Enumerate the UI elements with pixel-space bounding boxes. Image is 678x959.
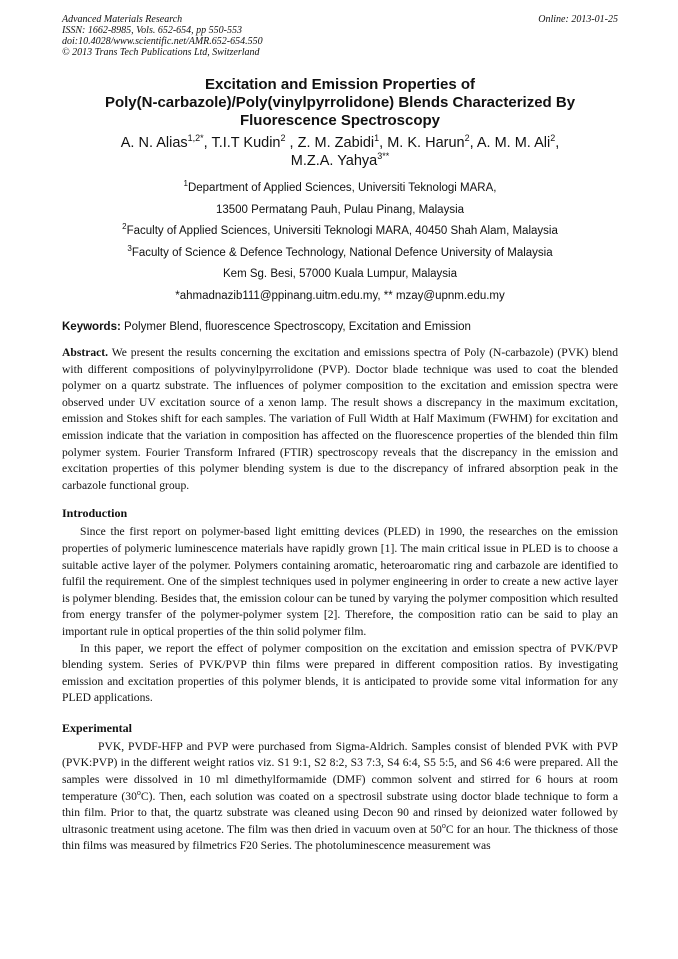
affiliations: [62, 178, 618, 307]
journal-issn: ISSN: 1662-8985, Vols. 652-654, pp 550-553: [62, 25, 242, 36]
author-line: [62, 152, 618, 170]
author-name: A. N. Alias: [120, 135, 188, 151]
journal-name: Advanced Materials Research: [62, 14, 183, 25]
keywords-text: Polymer Blend, fluorescence Spectroscopy, Excitation and Emission: [120, 321, 471, 333]
journal-header: [62, 14, 618, 58]
author-affil-mark: 2: [280, 133, 286, 143]
paragraph: In this paper, we report the effect of polymer composition on the excitation and emission spectra of PVK/PVP blending system. Series of PVK/PVP thin films were prepared in different composition ratios. By investigating emission and excitation properties of this polymer blends, it is anticipated to provide some vital information for any PLED applications.: [62, 641, 618, 705]
introduction-body: [62, 524, 618, 707]
journal-copyright: © 2013 Trans Tech Publications Ltd, Switzerland: [62, 47, 260, 58]
keywords-label: Keywords:: [62, 321, 121, 333]
author-affil-mark: 2: [550, 133, 556, 143]
experimental-body: [62, 739, 618, 855]
author-separator: ,: [555, 135, 560, 151]
affiliation-1: [62, 178, 618, 200]
paper-title: [62, 76, 618, 130]
title-line: Fluorescence Spectroscopy: [239, 112, 441, 129]
author-name: , T.I.T Kudin: [203, 135, 281, 151]
author-name: , M. K. Harun: [379, 135, 465, 151]
author-name: , A. M. M. Ali: [469, 135, 551, 151]
paragraph-text: C for an hour. The thickness of those thin films was measured by filmetrics F20 Series. The photoluminescence measurement was: [62, 822, 618, 853]
author-name: M.Z.A. Yahya: [290, 153, 378, 169]
author-line: [62, 134, 618, 152]
paragraph: [62, 739, 618, 855]
title-line: Excitation and Emission Properties of: [204, 76, 476, 93]
abstract-text: We present the results concerning the excitation and emissions spectra of Poly (N-carbazole) (PVK) blend with different compositions of polyvinylpyrrolidone (PVP). Doctor blade technique was used to coat the blended polymer on a quartz substrate. The influences of polymer composition to the excitation and emission spectra were observed under UV excitation source of a xenon lamp. The result shows a discrepancy in the maximum excitation, emission and Stokes shift for each samples. The variation of Full Width at Half Maximum (FWHM) for excitation and emission indicate that the variation in composition has affected on the fluorescence properties of the blended thin film polymer system. Fourier Transform Infrared (FTIR) spectroscopy reveals that the discrepancy in the emission and excitation properties of this polymer blending system is due to the discrepancy of infrared absorption peak in the carbazole functional group.: [62, 346, 618, 492]
affiliation-text: Faculty of Applied Sciences, Universiti Teknologi MARA, 40450 Shah Alam, Malaysia: [126, 225, 558, 237]
contact-emails: *ahmadnazib111@ppinang.uitm.edu.my, ** mzay@upnm.edu.my: [175, 289, 505, 302]
affiliation-text: Faculty of Science & Defence Technology, National Defence University of Malaysia: [131, 246, 553, 259]
paragraph: Since the first report on polymer-based light emitting devices (PLED) in 1990, the researches on the emission properties of polymeric luminescence materials have rapidly grown [1]. The main critical issue in PLED is to choose a suitable active layer of the polymer. Polymers containing aromatic, heteroaromatic ring and carbazole are identified to fulfil the requirement. One of the simplest techniques used in polymer engineering in order to create a new active layer is polymer blending. Besides that, the emission colour can be tuned by varying the polymer composition which resulted from energy transfer of the polymer-polymer system [2]. Therefore, the composition ratio can be said to play an important rule in optical properties of the thin solid polymer film.: [62, 525, 618, 638]
author-affil-mark: 3**: [377, 151, 390, 161]
keywords: [62, 321, 618, 333]
degree-mark: o: [441, 820, 446, 830]
affiliation-2: [62, 221, 618, 243]
affil-mark: 1: [183, 179, 188, 188]
author-list: [62, 134, 618, 170]
affiliation-3-address: Kem Sg. Besi, 57000 Kuala Lumpur, Malaysia: [223, 268, 457, 280]
degree-mark: o: [136, 787, 141, 797]
section-heading-introduction: Introduction: [62, 506, 128, 521]
section-heading-experimental: Experimental: [62, 720, 132, 735]
author-affil-mark: 1: [374, 133, 380, 143]
author-affil-mark: 2: [464, 133, 470, 143]
online-date: Online: 2013-01-25: [538, 14, 618, 25]
affiliation-3: [62, 243, 618, 265]
author-name: , Z. M. Zabidi: [285, 135, 375, 151]
journal-doi: doi:10.4028/www.scientific.net/AMR.652-654.550: [62, 36, 263, 47]
affiliation-1-address: 13500 Permatang Pauh, Pulau Pinang, Malaysia: [215, 203, 465, 216]
abstract-label: Abstract.: [62, 346, 109, 359]
affil-mark: 3: [127, 243, 132, 253]
title-line: Poly(N-carbazole)/Poly(vinylpyrrolidone) Blends Characterized By: [104, 94, 576, 111]
paragraph-text: PVK, PVDF-HFP and PVP were purchased from Sigma-Aldrich. Samples consist of blended PVK with PVP (PVK:PVP) in the different weight ratios viz. S1 9:1, S2 8:2, S3 7:3, S4 6:4, S5 5:5, and S6 4:6 were prepared. All the samples were dissolved in 10 ml dimethylformamide (DMF) common solvent and stirred for 6 hours at room temperature (30: [62, 739, 618, 803]
abstract: [62, 345, 618, 494]
paragraph-text: C). Then, each solution was coated on a spectrosil substrate using doctor blade technique to form a thin film. Prior to that, the quartz substrate was cleaned using Decon 90 and rinsed by deionized water followed by ultrasonic treatment using acetone. The film was then dried in vacuum oven at 50: [62, 789, 618, 836]
affiliation-text: Department of Applied Sciences, Universiti Teknologi MARA,: [187, 182, 497, 194]
author-affil-mark: 1,2*: [187, 133, 204, 143]
paper-page: [62, 14, 618, 855]
affil-mark: 2: [122, 222, 127, 231]
